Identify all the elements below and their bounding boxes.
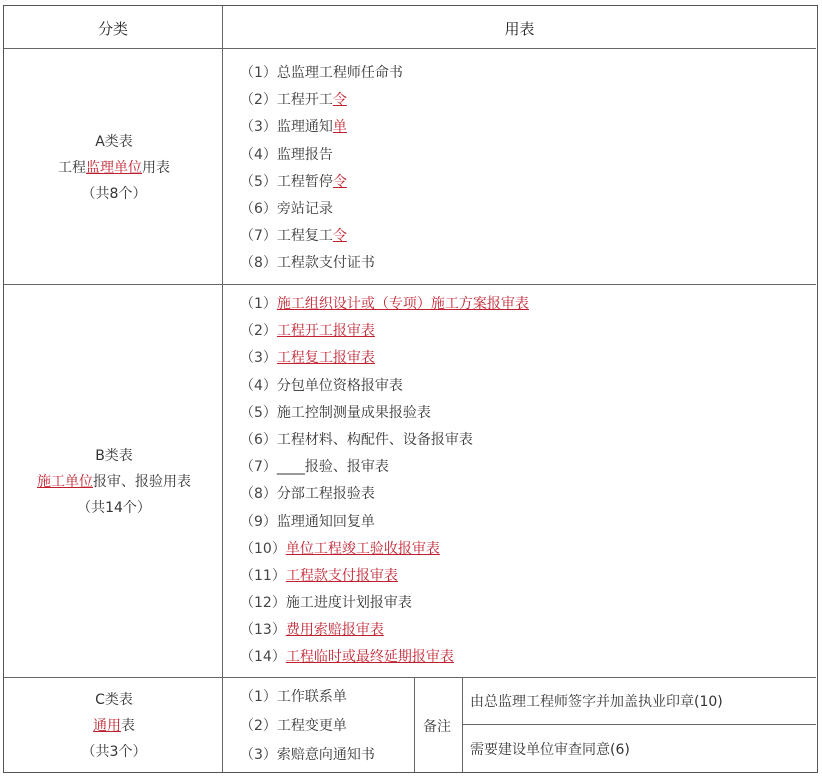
category-count: （共14个）	[77, 500, 151, 516]
item-text: 总监理工程师任命书	[276, 65, 403, 81]
row-divider	[4, 677, 816, 678]
highlight-text: 费用索赔报审表	[285, 622, 384, 639]
item-number: （12）	[240, 595, 286, 612]
item-number: （8）	[240, 255, 277, 272]
form-list-b	[240, 291, 529, 672]
item-number: （11）	[240, 567, 286, 584]
item-text: 监理报告	[276, 146, 333, 163]
category-desc: 工程监理单位用表	[58, 160, 170, 176]
category-title: B类表	[95, 448, 133, 464]
list-item	[240, 563, 529, 590]
list-item	[240, 318, 529, 345]
row-divider	[4, 48, 816, 49]
highlight-text: 令	[332, 92, 347, 109]
item-number: （13）	[240, 622, 286, 639]
list-item	[240, 536, 529, 563]
item-number: （6）	[240, 431, 277, 448]
item-number: （5）	[240, 404, 277, 421]
note-owner-approval: 需要建设单位审查同意(6)	[470, 742, 630, 758]
row-divider	[4, 284, 816, 285]
item-text: 工作联系单	[276, 689, 347, 705]
highlight-text: 施工单位	[37, 474, 93, 490]
list-item	[240, 741, 375, 770]
category-count: （共3个）	[81, 744, 147, 760]
list-item	[240, 250, 403, 277]
list-item	[240, 345, 529, 372]
item-text: 工程复工	[276, 228, 333, 245]
note-label: 备注	[423, 719, 451, 735]
list-item	[240, 509, 529, 536]
category-b	[4, 443, 224, 521]
highlight-text: 工程复工报审表	[276, 350, 375, 367]
item-number: （7）	[240, 459, 277, 476]
list-item	[240, 291, 529, 318]
item-number: （8）	[240, 486, 277, 503]
item-number: （6）	[240, 200, 277, 217]
list-item	[240, 454, 529, 481]
item-number: （7）	[240, 228, 277, 245]
highlight-text: 通用	[93, 718, 121, 734]
item-number: （1）	[240, 296, 277, 312]
item-text: 工程款支付证书	[276, 255, 375, 272]
highlight-text: 监理单位	[86, 160, 142, 176]
item-text: 工程材料、构配件、设备报审表	[276, 431, 473, 448]
item-text: 施工控制测量成果报验表	[276, 404, 431, 421]
highlight-text: 工程开工报审表	[276, 323, 375, 340]
row-divider	[462, 724, 816, 725]
category-desc: 通用表	[93, 718, 135, 734]
header-category: 分类	[97, 20, 128, 38]
item-text: 工程变更单	[276, 718, 347, 734]
highlight-text: 施工组织设计或（专项）施工方案报审表	[276, 296, 529, 312]
list-item	[240, 169, 403, 196]
header-forms: 用表	[504, 20, 535, 38]
item-text: 监理通知回复单	[276, 513, 375, 530]
column-divider	[414, 677, 415, 772]
item-number: （14）	[240, 649, 286, 666]
item-number: （1）	[240, 65, 277, 81]
category-title: A类表	[95, 134, 133, 150]
item-number: （9）	[240, 513, 277, 530]
category-desc: 施工单位报审、报验用表	[37, 474, 191, 490]
list-item	[240, 712, 375, 741]
item-number: （4）	[240, 146, 277, 163]
forms-table	[3, 5, 818, 773]
list-item	[240, 114, 403, 141]
highlight-text: 单位工程竣工验收报审表	[285, 540, 440, 557]
list-item	[240, 590, 529, 617]
highlight-text: 工程临时或最终延期报审表	[285, 649, 454, 666]
list-item	[240, 427, 529, 454]
list-item	[240, 87, 403, 114]
form-list-c	[240, 683, 375, 770]
item-text: ____报验、报审表	[276, 459, 389, 476]
category-count: （共8个）	[81, 186, 147, 202]
item-number: （3）	[240, 350, 277, 367]
item-number: （2）	[240, 323, 277, 340]
list-item	[240, 60, 403, 87]
item-number: （3）	[240, 119, 277, 136]
note-signature: 由总监理工程师签字并加盖执业印章(10)	[470, 694, 723, 710]
item-number: （10）	[240, 540, 286, 557]
item-text: 分部工程报验表	[276, 486, 375, 503]
item-text: 工程开工	[276, 92, 333, 109]
list-item	[240, 142, 403, 169]
item-number: （5）	[240, 173, 277, 190]
list-item	[240, 400, 529, 427]
highlight-text: 工程款支付报审表	[285, 567, 398, 584]
item-text: 分包单位资格报审表	[276, 377, 403, 394]
list-item	[240, 481, 529, 508]
list-item	[240, 196, 403, 223]
item-text: 施工进度计划报审表	[285, 595, 412, 612]
item-text: 监理通知	[276, 119, 333, 136]
highlight-text: 令	[332, 228, 347, 245]
form-list-a	[240, 60, 403, 278]
item-number: （2）	[240, 718, 277, 734]
list-item	[240, 644, 529, 671]
list-item	[240, 223, 403, 250]
list-item	[240, 683, 375, 712]
item-text: 旁站记录	[276, 200, 333, 217]
list-item	[240, 373, 529, 400]
category-title: C类表	[95, 692, 133, 708]
item-number: （2）	[240, 92, 277, 109]
item-number: （1）	[240, 689, 277, 705]
highlight-text: 单	[332, 119, 347, 136]
list-item	[240, 617, 529, 644]
highlight-text: 令	[332, 173, 347, 190]
item-number: （4）	[240, 377, 277, 394]
item-number: （3）	[240, 747, 277, 763]
item-text: 工程暂停	[276, 173, 333, 190]
category-a	[4, 129, 224, 207]
item-text: 索赔意向通知书	[276, 747, 375, 763]
column-divider	[222, 6, 223, 772]
category-c	[4, 687, 224, 765]
